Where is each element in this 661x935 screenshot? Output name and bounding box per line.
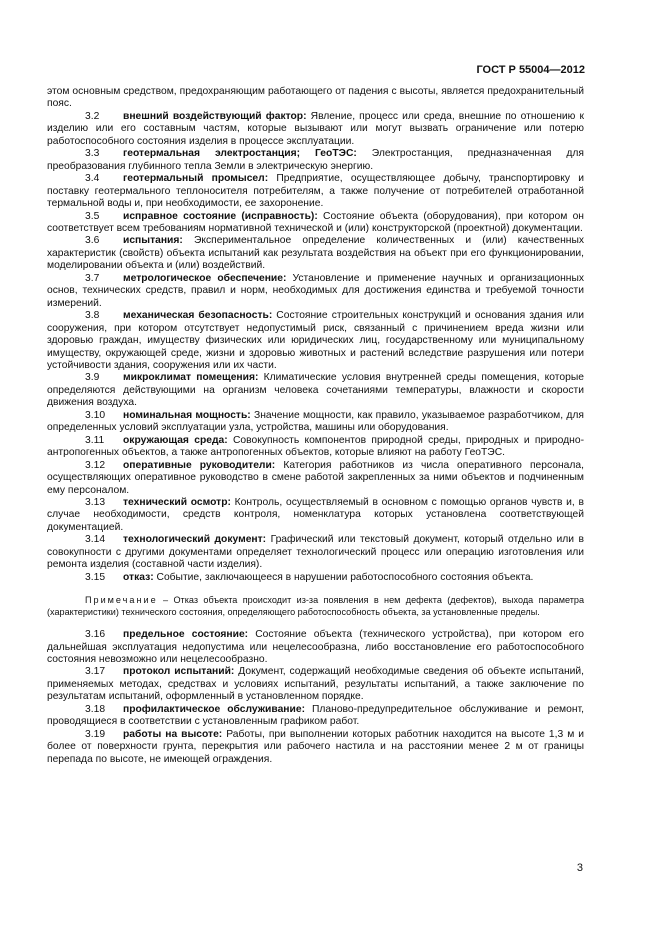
definition-number: 3.2 [85, 110, 100, 122]
note-text: – Отказ объекта происходит из-за появления в нем дефекта (дефектов), выхода параметра (характеристики) технического состояния, определяющего работоспособность объекта, за установленные пределы. [47, 595, 584, 617]
definition-item [47, 629, 584, 666]
definition-item [47, 310, 584, 372]
definition-item [47, 148, 584, 173]
definition-term: оперативные руководители: [123, 459, 276, 471]
definitions-list [47, 111, 584, 584]
definition-term: профилактическое обслуживание: [123, 703, 306, 715]
definition-text: Работы, при выполнении которых работник находится на высоте 1,3 м и более от поверхности грунта, перекрытия или рабочего настила и на расстоянии менее 2 м от границы перепада по высоте, не имеющей ограждения. [47, 728, 584, 765]
definition-item [47, 410, 584, 435]
definition-term: механическая безопасность: [123, 310, 273, 322]
definition-term: технический осмотр: [123, 496, 231, 508]
definition-text: Контроль, осуществляемый в основном с помощью органов чувств и, в случае необходимости, средств контроля, номенклатура которых установлена соответствующей документацией. [47, 496, 585, 533]
definition-number: 3.5 [85, 210, 100, 222]
definition-number: 3.16 [85, 629, 106, 641]
definition-item [47, 497, 584, 534]
definition-text: Состояние объекта (технического устройства), при котором его дальнейшая эксплуатация недопустима или нецелесообразна, либо восстановление его работоспособного состояния невозможно или нецелесообразно. [47, 629, 584, 666]
definition-text: Предприятие, осуществляющее добычу, транспортировку и поставку геотермального теплоносителя потребителям, а также получение от потребителей отработанной термальной воды и, при необходимости, ее захоронение. [47, 173, 584, 210]
definition-term: геотермальная электростанция; ГеоТЭС: [123, 148, 357, 160]
definition-text: Графический или текстовый документ, который отдельно или в совокупности с другими документами определяет технологический процесс или операцию изготовления или ремонта изделия (составной части изделия). [47, 534, 584, 571]
note [47, 595, 584, 618]
definition-term: микроклимат помещения: [123, 372, 259, 384]
definition-number: 3.12 [85, 459, 106, 471]
definition-number: 3.14 [85, 534, 106, 546]
page-number: 3 [576, 862, 583, 874]
definition-text: Состояние объекта (оборудования), при котором он соответствует всем требованиям нормативной технической и (или) конструкторской (проектной) документации. [47, 210, 584, 234]
definition-number: 3.11 [85, 434, 105, 446]
definition-number: 3.17 [85, 666, 106, 678]
definition-text: Значение мощности, как правило, указываемое разработчиком, для определенных условий эксплуатации узла, устройства, машины или оборудования. [47, 409, 584, 434]
definition-number: 3.13 [85, 496, 106, 508]
definition-number: 3.9 [85, 372, 100, 384]
document-body [47, 86, 584, 766]
definition-item [47, 111, 584, 148]
definition-term: протокол испытаний: [123, 666, 235, 678]
definition-text: Электростанция, предназначенная для преобразования глубинного тепла Земли в электрическую энергию. [47, 148, 584, 172]
definition-text: Состояние строительных конструкций и основания здания или сооружения, при котором отсутствует недопустимый риск, связанный с причинением вреда жизни или здоровью граждан, имуществу физических или юридических лиц, государственному или муниципальному имуществу, окружающей среде, жизни и здоровью животных и растений вследствие разрушения или потери устойчивости здания, сооружения или их части. [47, 310, 584, 371]
intro-paragraph: этом основным средством, предохраняющим работающего от падения с высоты, является предохранительный пояс. [47, 86, 584, 110]
definition-item [47, 235, 584, 272]
definition-term: номинальная мощность: [123, 409, 251, 421]
definition-number: 3.6 [85, 235, 100, 247]
definition-term: работы на высоте: [123, 728, 223, 740]
definition-text: Экспериментальное определение количественных и (или) качественных характеристик (свойств) объекта испытаний как результата воздействия на объект при его функционировании, моделировании объекта и (или) воздействий. [47, 235, 584, 272]
definition-item [47, 173, 584, 210]
definition-item [47, 460, 584, 497]
standard-header: ГОСТ Р 55004—2012 [476, 64, 585, 76]
definition-item [47, 435, 584, 460]
definition-text: Категория работников из числа оперативного персонала, осуществляющих оперативное руководство в смене работой закрепленных за ними объектов и подчиненным ему персоналом. [47, 459, 584, 496]
definition-item [47, 704, 584, 729]
definition-item [47, 666, 584, 703]
definition-term: отказ: [123, 571, 154, 583]
definition-term: метрологическое обеспечение: [123, 272, 287, 284]
definition-text: Документ, содержащий необходимые сведения об объекте испытаний, применяемых методах, средствах и условиях испытаний, результаты испытаний, а также заключение по результатам испытаний, оформленный в установленном порядке. [47, 666, 584, 703]
definition-number: 3.15 [85, 571, 106, 583]
note-label: Примечание [85, 595, 158, 606]
definition-item [47, 372, 584, 409]
definition-term: внешний воздействующий фактор: [123, 110, 307, 122]
definition-term: геотермальный промысел: [123, 173, 269, 185]
definition-text: Событие, заключающееся в нарушении работоспособного состояния объекта. [153, 571, 534, 583]
definition-term: исправное состояние (исправность): [123, 210, 318, 222]
definition-number: 3.8 [85, 310, 100, 322]
definition-term: испытания: [123, 235, 183, 247]
definition-number: 3.7 [85, 272, 100, 284]
definition-item [47, 534, 584, 571]
definition-text: Явление, процесс или среда, внешние по отношению к изделию или его составным частям, которые вызывают или могут вызвать ограничение или потерю работоспособного состояния изделия в процессе эксплуатации. [47, 110, 584, 147]
definition-number: 3.4 [85, 173, 100, 185]
definition-number: 3.10 [85, 409, 106, 421]
definition-term: окружающая среда: [123, 434, 228, 446]
definition-text: Установление и применение научных и организационных основ, технических средств, правил и норм, необходимых для достижения единства и требуемой точности измерений. [47, 272, 584, 309]
definition-term: предельное состояние: [123, 629, 249, 641]
definition-item [47, 273, 584, 310]
definition-item [47, 211, 584, 236]
definition-term: технологический документ: [123, 534, 267, 546]
definition-item [47, 572, 584, 584]
definition-text: Совокупность компонентов природной среды, природных и природно-антропогенных объектов, а также антропогенных объектов, которые влияют на работу ГеоТЭС. [47, 434, 585, 459]
definition-number: 3.3 [85, 148, 100, 160]
definition-number: 3.19 [85, 728, 106, 740]
definition-number: 3.18 [85, 703, 106, 715]
definition-text: Планово-предупредительное обслуживание и ремонт, проводящиеся в соответствии с установленным графиком работ. [47, 703, 584, 728]
definitions-list-2 [47, 629, 584, 766]
definition-text: Климатические условия внутренней среды помещения, которые определяются действующими на организм человека сочетаниями температуры, влажности и скорости движения воздуха. [47, 372, 584, 409]
definition-item [47, 729, 584, 766]
